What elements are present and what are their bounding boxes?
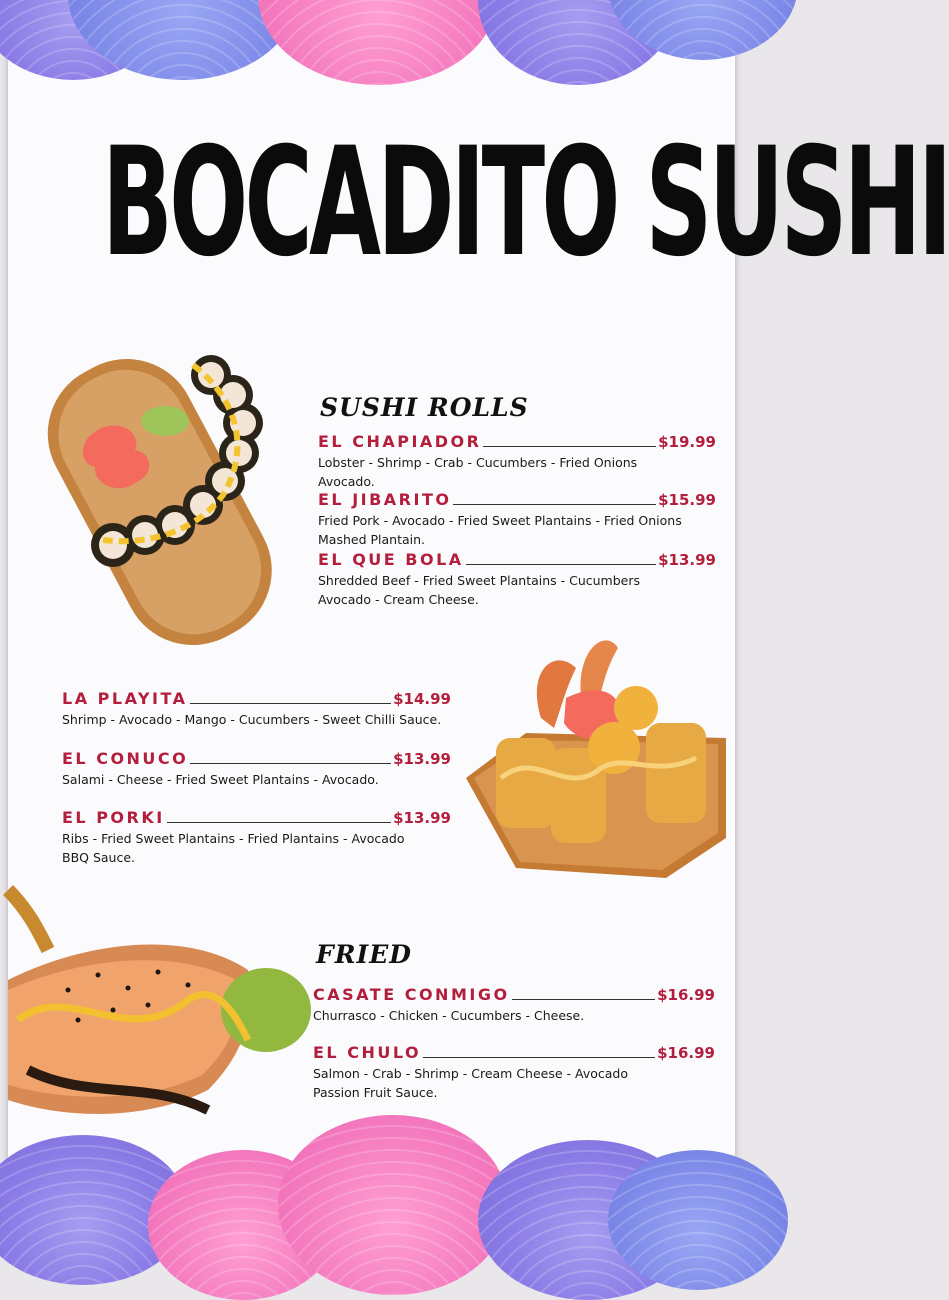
item-description-line-1: Salmon - Crab - Shrimp - Cream Cheese - Avocado <box>313 1066 628 1081</box>
item-description-line-1: Shredded Beef - Fried Sweet Plantains - Cucumbers <box>318 573 641 588</box>
menu-title: BOCADITO SUSHI <box>102 116 949 290</box>
item-description-line-2: Avocado. <box>318 474 375 489</box>
item-description-line-1: Ribs - Fried Sweet Plantains - Fried Plantains - Avocado <box>62 831 405 846</box>
menu-item-el-chapiador <box>318 432 716 491</box>
item-name: EL CONUCO <box>62 749 189 768</box>
item-price: $14.99 <box>393 690 451 708</box>
item-description <box>313 1006 715 1025</box>
fried-sushi-roll-image <box>8 870 318 1140</box>
item-name: EL CHAPIADOR <box>318 432 482 451</box>
item-description <box>318 511 716 549</box>
menu-item-el-conuco <box>62 749 451 789</box>
item-name: EL CHULO <box>313 1043 422 1062</box>
item-description <box>62 710 451 729</box>
menu-item-el-jibarito <box>318 490 716 549</box>
item-description-line-2: Passion Fruit Sauce. <box>313 1085 438 1100</box>
item-price: $16.99 <box>657 1044 715 1062</box>
menu-item-el-porki <box>62 808 451 867</box>
item-price: $19.99 <box>658 433 716 451</box>
dotted-leader <box>190 763 391 764</box>
item-name: LA PLAYITA <box>62 689 188 708</box>
item-description <box>62 829 451 867</box>
item-name: CASATE CONMIGO <box>313 985 510 1004</box>
sushi-rolls-platter-image <box>43 335 303 655</box>
item-name: EL JIBARITO <box>318 490 452 509</box>
item-name: EL PORKI <box>62 808 165 827</box>
dotted-leader <box>483 446 656 447</box>
menu-item-la-playita <box>62 689 451 729</box>
item-description-line-1: Lobster - Shrimp - Crab - Cucumbers - Fried Onions <box>318 455 638 470</box>
menu-item-el-chulo <box>313 1043 715 1102</box>
fried-heading: FRIED <box>316 940 412 969</box>
item-description <box>318 453 716 491</box>
item-price: $15.99 <box>658 491 716 509</box>
item-name: EL QUE BOLA <box>318 550 464 569</box>
dotted-leader <box>190 703 392 704</box>
bottom-cloud-far-right <box>608 1150 788 1290</box>
item-description <box>318 571 716 609</box>
dotted-leader <box>423 1057 655 1058</box>
dotted-leader <box>512 999 656 1000</box>
item-description-line-2: BBQ Sauce. <box>62 850 136 865</box>
item-description-line-1: Salami - Cheese - Fried Sweet Plantains - Avocado. <box>62 772 379 787</box>
menu-item-casate-conmigo <box>313 985 715 1025</box>
item-price: $13.99 <box>393 750 451 768</box>
item-price: $13.99 <box>658 551 716 569</box>
menu-page <box>8 0 949 1200</box>
item-description-line-2: Avocado - Cream Cheese. <box>318 592 479 607</box>
bottom-cloud-center <box>278 1115 508 1295</box>
item-description <box>313 1064 715 1102</box>
item-description-line-2: Mashed Plantain. <box>318 532 426 547</box>
item-description-line-1: Churrasco - Chicken - Cucumbers - Cheese. <box>313 1008 585 1023</box>
dotted-leader <box>167 822 391 823</box>
item-description-line-1: Fried Pork - Avocado - Fried Sweet Plantains - Fried Onions <box>318 513 682 528</box>
item-price: $16.99 <box>657 986 715 1004</box>
tempura-shrimp-platter-image <box>456 628 736 888</box>
dotted-leader <box>453 504 656 505</box>
menu-item-el-que-bola <box>318 550 716 609</box>
item-price: $13.99 <box>393 809 451 827</box>
top-cloud-center <box>258 0 498 85</box>
item-description <box>62 770 451 789</box>
item-description-line-1: Shrimp - Avocado - Mango - Cucumbers - Sweet Chilli Sauce. <box>62 712 442 727</box>
sushi-rolls-heading: SUSHI ROLLS <box>320 393 529 422</box>
dotted-leader <box>466 564 656 565</box>
